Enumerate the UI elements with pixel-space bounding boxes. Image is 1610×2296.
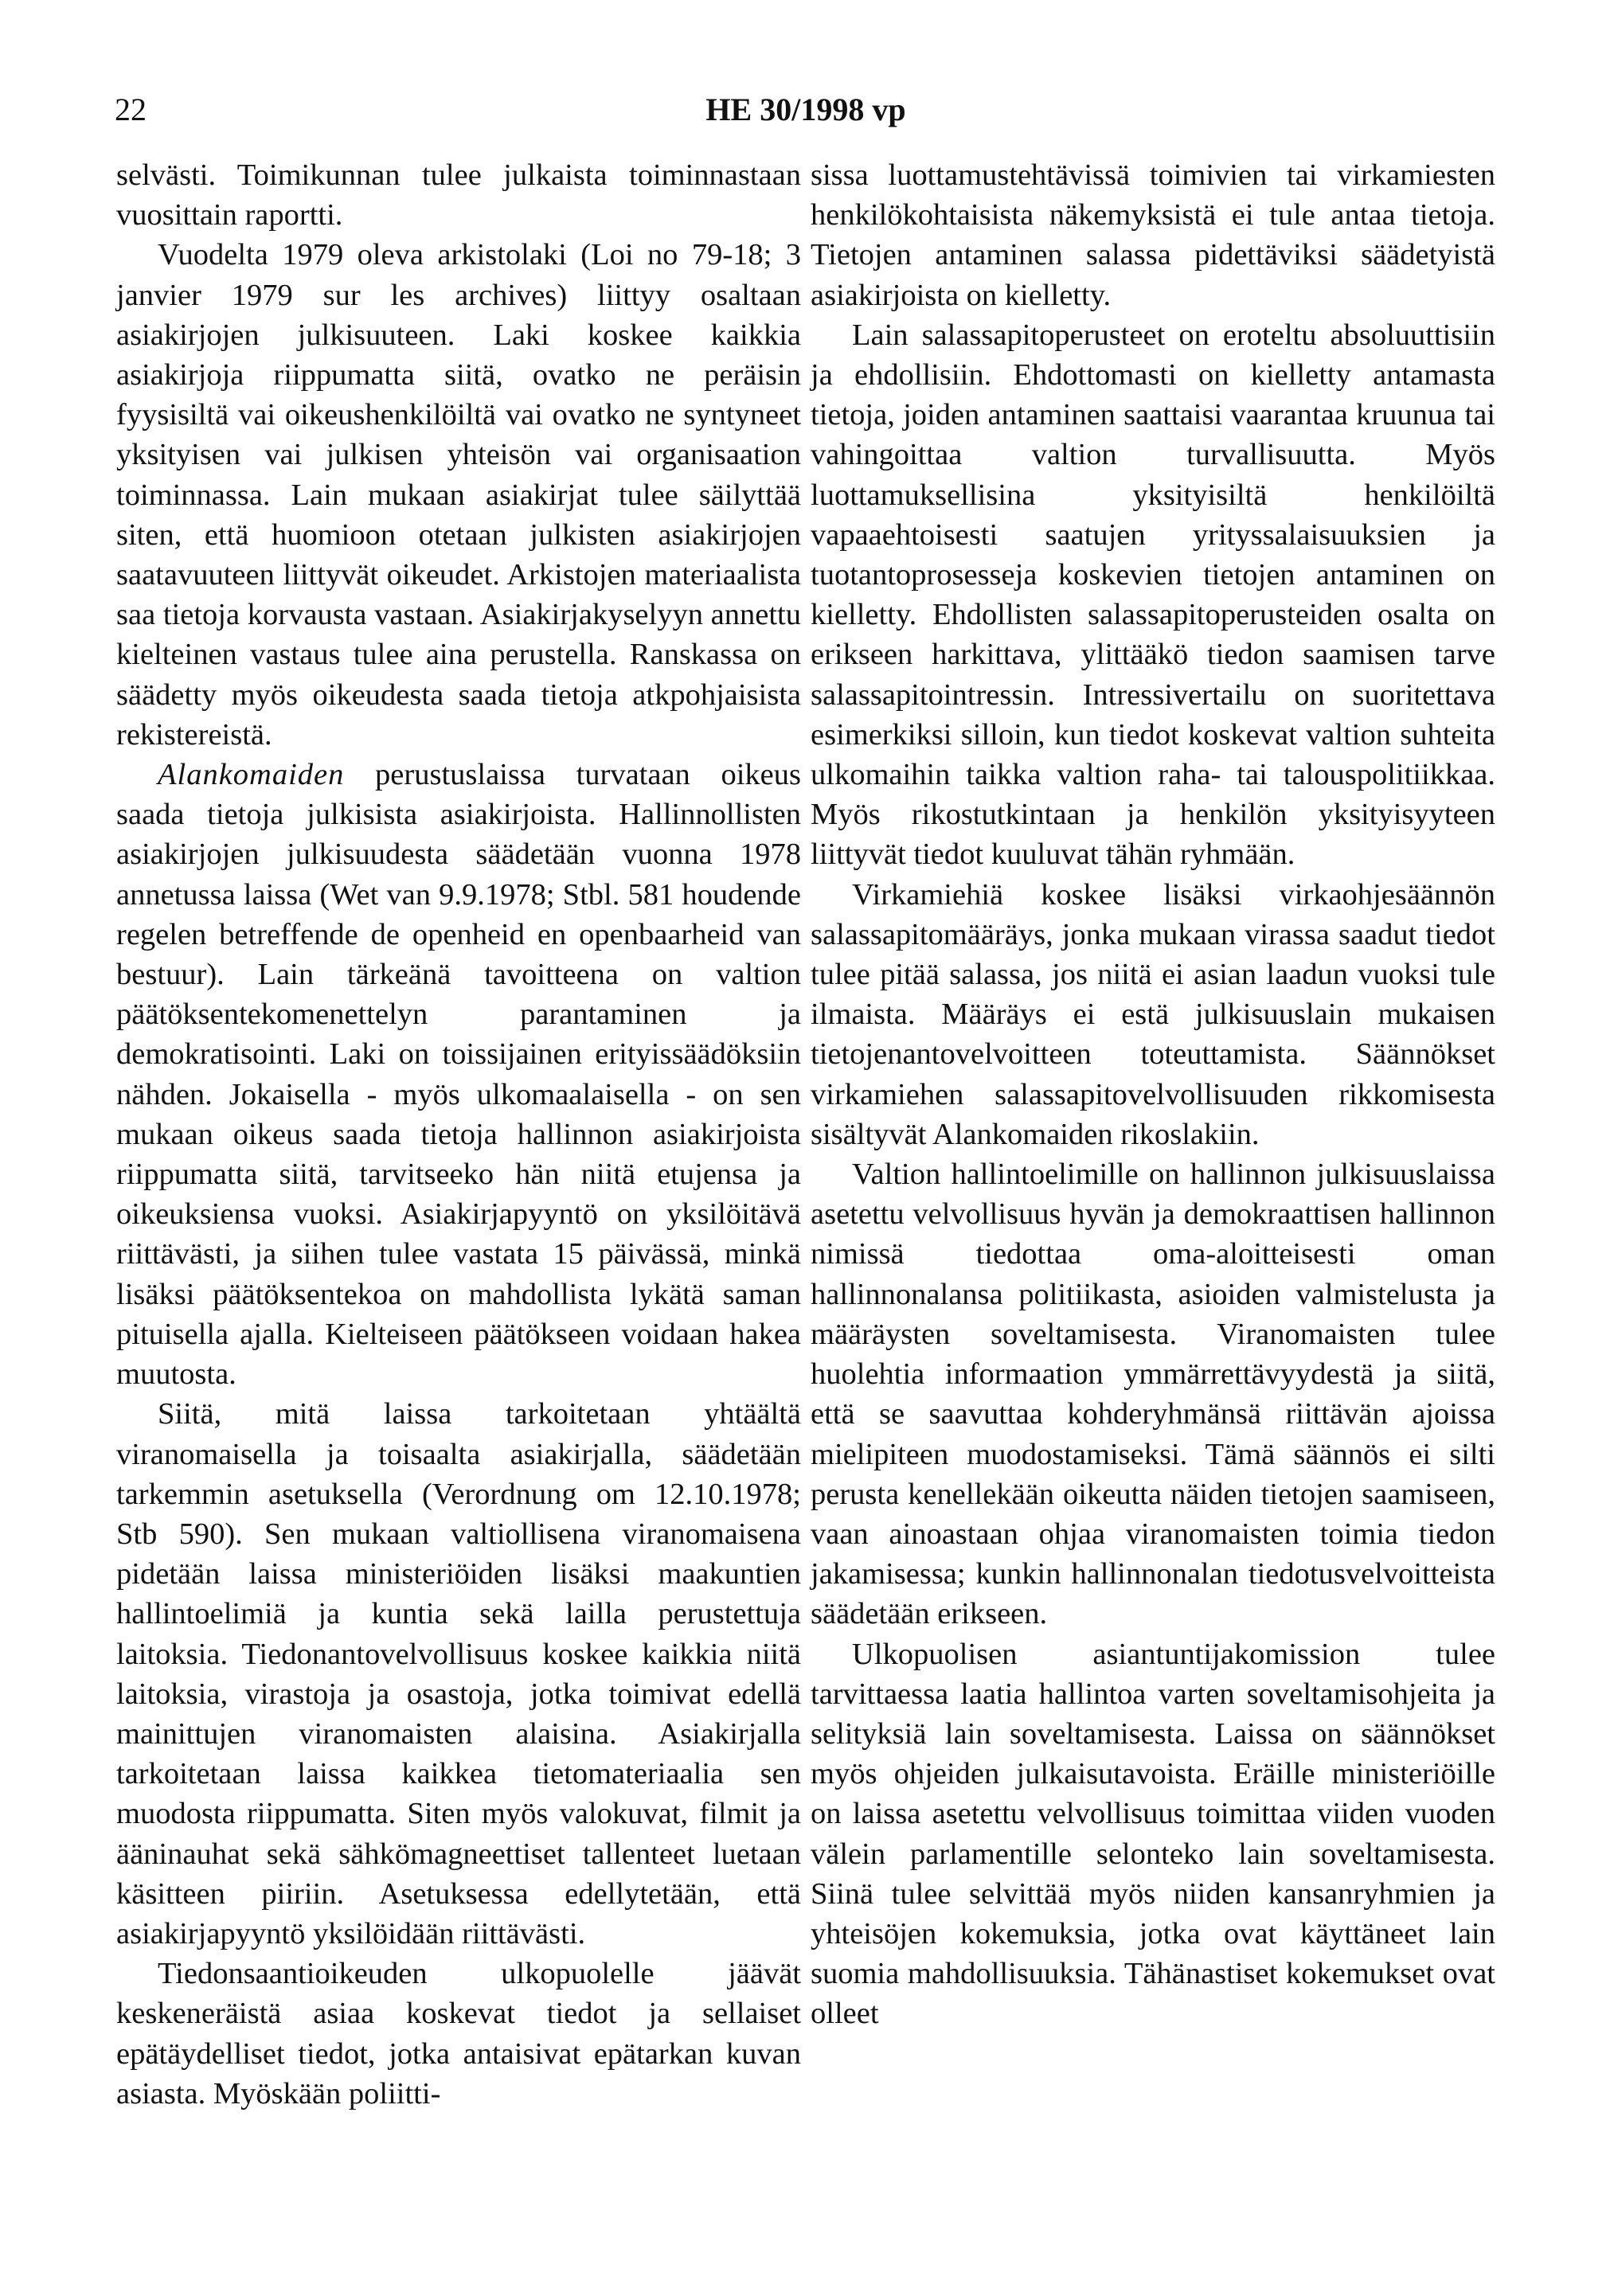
paragraph: sissa luottamustehtävissä toimivien tai virkamiesten henkilökohtaisista näkemyksistä ei tule antaa tietoja. Tietojen antaminen salassa pidettäviksi säädetyistä asiakirjoista on kielletty. (811, 158, 1495, 312)
paragraph: Vuodelta 1979 oleva arkistolaki (Loi no 79-18; 3 janvier 1979 sur les archives) liittyy osaltaan asiakirjojen julkisuuteen. Laki koskee kaikkia asiakirjoja riippumatta siitä, ovatko ne peräisin fyysisiltä vai oikeushenkilöiltä vai ovatko ne syntyneet yksityisen vai julkisen yhteisön vai organisaation toiminnassa. Lain mukaan asiakirjat tulee säilyttää siten, että huomioon otetaan julkisten asiakirjojen saatavuuteen liittyvät oikeudet. Arkistojen materiaalista saa tietoja korvausta vastaan. Asiakirjakyselyyn annettu kielteinen vastaus tulee aina perustella. Ranskassa on säädetty myös oikeudesta saada tietoja atkpohjaisista rekistereistä. (116, 238, 801, 752)
left-column (116, 155, 801, 2114)
paragraph: Valtion hallintoelimille on hallinnon julkisuuslaissa asetettu velvollisuus hyvän ja demokraattisen hallinnon nimissä tiedottaa oma-aloitteisesti oman hallinnonalansa politiikasta, asioiden valmistelusta ja määräysten soveltamisesta. Viranomaisten tulee huolehtia informaation ymmärrettävyydestä ja siitä, että se saavuttaa kohderyhmänsä riittävän ajoissa mielipiteen muodostamiseksi. Tämä säännös ei silti perusta kenellekään oikeutta näiden tietojen saamiseen, vaan ainoastaan ohjaa viranomaisten toimia tiedon jakamisessa; kunkin hallinnonalan tiedotusvelvoitteista säädetään erikseen. (811, 1158, 1495, 1631)
paragraph: selvästi. Toimikunnan tulee julkaista toiminnastaan vuosittain raportti. (116, 158, 801, 232)
paragraph-text: perustuslaissa turvataan oikeus saada tietoja julkisista asiakirjoista. Hallinnollisten asiakirjojen julkisuudesta säädetään vuonna 1978 annetussa laissa (Wet van 9.9.1978; Stbl. 581 houdende regelen betreffende de openheid en openbaarheid van bestuur). Lain tärkeänä tavoitteena on valtion päätöksentekomenettelyn parantaminen ja demokratisointi. Laki on toissijainen erityissäädöksiin nähden. Jokaisella - myös ulkomaalaisella - on sen mukaan oikeus saada tietoja hallinnon asiakirjoista riippumatta siitä, tarvitseeko hän niitä etujensa ja oikeuksiensa vuoksi. Asiakirjapyyntö on yksilöitävä riittävästi, ja siihen tulee vastata 15 päivässä, minkä lisäksi päätöksentekoa on mahdollista lykätä saman pituisella ajalla. Kielteiseen päätökseen voidaan hakea muutosta. (116, 758, 801, 1392)
paragraph (116, 755, 801, 1394)
page-header (115, 86, 1497, 134)
right-column (811, 155, 1495, 2034)
paragraph: Siitä, mitä laissa tarkoitetaan yhtäältä viranomaisella ja toisaalta asiakirjalla, säädetään tarkemmin asetuksella (Verordnung om 12.10.1978; Stb 590). Sen mukaan valtiollisena viranomaisena pidetään laissa ministeriöiden lisäksi maakuntien hallintoelimiä ja kuntia sekä lailla perustettuja laitoksia. Tiedonantovelvollisuus koskee kaikkia niitä laitoksia, virastoja ja osastoja, jotka toimivat edellä mainittujen viranomaisten alaisina. Asiakirjalla tarkoitetaan laissa kaikkea tietomateriaalia sen muodosta riippumatta. Siten myös valokuvat, filmit ja ääninauhat sekä sähkömagneettiset tallenteet luetaan käsitteen piiriin. Asetuksessa edellytetään, että asiakirjapyyntö yksilöidään riittävästi. (116, 1397, 801, 1950)
page-number: 22 (115, 92, 147, 127)
emphasis-country: Alankomaiden (158, 758, 345, 792)
paragraph: Tiedonsaantioikeuden ulkopuolelle jäävät keskeneräistä asiaa koskevat tiedot ja sellaiset epätäydelliset tiedot, jotka antaisivat epätarkan kuvan asiasta. Myöskään poliitti- (116, 1957, 801, 2111)
paragraph: Lain salassapitoperusteet on eroteltu absoluuttisiin ja ehdollisiin. Ehdottomasti on kielletty antamasta tietoja, joiden antaminen saattaisi vaarantaa kruunua tai vahingoittaa valtion turvallisuutta. Myös luottamuksellisina yksityisiltä henkilöiltä vapaaehtoisesti saatujen yrityssalaisuuksien ja tuotantoprosesseja koskevien tietojen antaminen on kielletty. Ehdollisten salassapitoperusteiden osalta on erikseen harkittava, ylittääkö tiedon saamisen tarve salassapitointressin. Intressivertailu on suoritettava esimerkiksi silloin, kun tiedot koskevat valtion suhteita ulkomaihin taikka valtion raha- tai talouspolitiikkaa. Myös rikostutkintaan ja henkilön yksityisyyteen liittyvät tiedot kuuluvat tähän ryhmään. (811, 318, 1495, 872)
paragraph: Ulkopuolisen asiantuntijakomission tulee tarvittaessa laatia hallintoa varten soveltamisohjeita ja selityksiä lain soveltamisesta. Laissa on säännökset myös ohjeiden julkaisutavoista. Eräille ministeriöille on laissa asetettu velvollisuus toimittaa viiden vuoden välein parlamentille selonteko lain soveltamisesta. Siinä tulee selvittää myös niiden kansanryhmien ja yhteisöjen kokemuksia, jotka ovat käyttäneet lain suomia mahdollisuuksia. Tähänastiset kokemukset ovat olleet (811, 1637, 1495, 2031)
paragraph: Virkamiehiä koskee lisäksi virkaohjesäännön salassapitomääräys, jonka mukaan virassa saadut tiedot tulee pitää salassa, jos niitä ei asian laadun vuoksi tule ilmaista. Määräys ei estä julkisuuslain mukaisen tietojenantovelvoitteen toteuttamista. Säännökset virkamiehen salassapitovelvollisuuden rikkomisesta sisältyvät Alankomaiden rikoslakiin. (811, 877, 1495, 1151)
document-id: HE 30/1998 vp (705, 92, 906, 127)
